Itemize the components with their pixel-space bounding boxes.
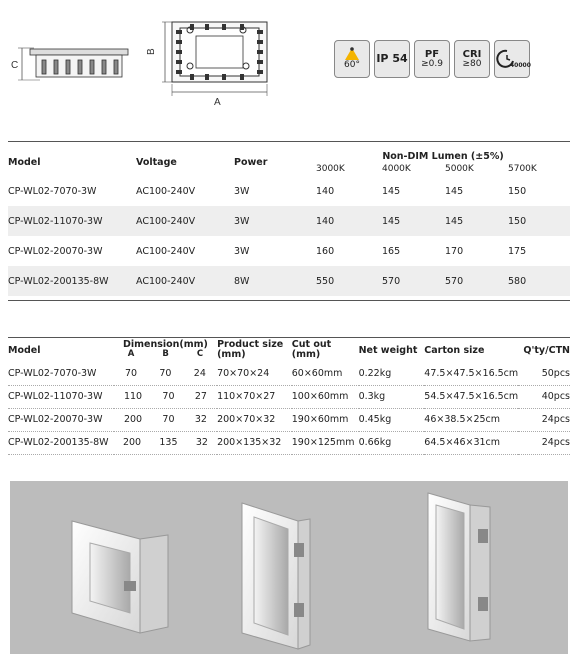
cri-value: ≥80 xyxy=(462,58,482,69)
dimension-table xyxy=(8,338,570,455)
cut-out-cell: 60×60mm xyxy=(292,362,359,385)
col-net-weight: Net weight xyxy=(358,345,418,357)
model-cell: CP-WL02-7070-3W xyxy=(8,185,97,197)
top-view xyxy=(162,22,267,96)
table-row xyxy=(8,385,570,408)
model-cell: CP-WL02-200135-8W xyxy=(8,266,136,296)
dim-b-cell: 135 xyxy=(159,437,178,448)
cri-label: CRI xyxy=(462,48,482,60)
dim-c-cell: 32 xyxy=(194,414,207,425)
feature-badges xyxy=(334,40,530,78)
model-cell: CP-WL02-200135-8W xyxy=(8,431,114,454)
col-voltage: Voltage xyxy=(136,156,177,168)
dimension-cell xyxy=(114,408,217,431)
product-size-label: Product size xyxy=(217,339,284,350)
lumen-cell: 175 xyxy=(508,245,527,257)
weight-cell: 0.45kg xyxy=(359,408,425,431)
lifetime-icon xyxy=(497,48,531,70)
lumen-cell: 140 xyxy=(316,206,382,236)
carton-cell: 47.5×47.5×16.5cm xyxy=(424,362,518,385)
beam-angle-icon xyxy=(343,47,361,61)
cut-out-cell: 190×125mm xyxy=(292,431,359,454)
col-lumen: Non-DIM Lumen (±5%) xyxy=(382,151,504,162)
carton-cell: 46×38.5×25cm xyxy=(424,408,518,431)
table-row xyxy=(8,206,570,236)
col-cut-out xyxy=(292,338,359,362)
voltage-cell: AC100-240V xyxy=(136,185,196,197)
product-photo-drawing xyxy=(10,481,568,654)
divider-top xyxy=(8,141,570,142)
divider-mid xyxy=(8,300,570,301)
dimension-sub-labels xyxy=(114,350,217,359)
label-b: B xyxy=(146,48,157,55)
dim-b-cell: 70 xyxy=(159,367,172,379)
cct-3000k: 3000K xyxy=(316,164,345,174)
model-cell: CP-WL02-20070-3W xyxy=(8,245,103,257)
product-size-cell: 200×135×32 xyxy=(217,431,292,454)
product-size-unit: (mm) xyxy=(217,348,246,360)
lumen-cell: 165 xyxy=(382,245,401,257)
cut-out-unit: (mm) xyxy=(291,348,321,360)
lumen-cell: 170 xyxy=(445,245,464,257)
table-row xyxy=(8,266,570,296)
cct-5000k: 5000K xyxy=(445,164,474,174)
qty-cell: 50pcs xyxy=(518,362,570,385)
product-size-cell: 110×70×27 xyxy=(217,385,292,408)
table-row xyxy=(8,236,570,266)
lumen-cell: 570 xyxy=(445,266,508,296)
product-photo xyxy=(10,481,568,654)
weight-cell: 0.22kg xyxy=(359,362,425,385)
ip-rating-badge xyxy=(374,40,410,78)
pf-label: PF xyxy=(424,48,440,60)
cut-out-label: Cut out xyxy=(291,339,332,350)
lumen-cell: 580 xyxy=(508,266,570,296)
dim-b-cell: 70 xyxy=(162,414,175,425)
side-view xyxy=(18,48,128,80)
col-carton-size: Carton size xyxy=(424,345,485,357)
power-cell: 3W xyxy=(234,206,316,236)
lifetime-value: 40000 xyxy=(510,62,531,69)
col-qty: Q'ty/CTN xyxy=(523,345,570,357)
col-product-size xyxy=(217,338,292,362)
lumen-cell: 550 xyxy=(316,266,382,296)
table-row xyxy=(8,362,570,385)
dim-a-cell: 200 xyxy=(123,414,143,425)
dim-c-cell: 27 xyxy=(194,391,207,402)
lumen-cell: 150 xyxy=(508,206,570,236)
lumen-cell: 145 xyxy=(382,206,445,236)
col-model: Model xyxy=(8,156,41,168)
beam-angle-badge xyxy=(334,40,370,78)
dimension-cell xyxy=(114,362,217,385)
dim-c-cell: 24 xyxy=(193,367,206,379)
table-row xyxy=(8,431,570,454)
power-cell: 8W xyxy=(234,266,316,296)
carton-cell: 54.5×47.5×16.5cm xyxy=(424,385,518,408)
dimension-cell xyxy=(114,385,217,408)
label-a: A xyxy=(214,97,221,108)
dim-b-cell: 70 xyxy=(162,391,175,402)
lumen-cell: 570 xyxy=(382,266,445,296)
model-cell: CP-WL02-7070-3W xyxy=(8,362,114,385)
lamp-medium xyxy=(242,503,310,649)
voltage-cell: AC100-240V xyxy=(136,266,234,296)
voltage-cell: AC100-240V xyxy=(136,245,196,257)
dim-a-cell: 110 xyxy=(123,391,143,402)
lamp-small xyxy=(72,521,168,633)
dim-c-label: C xyxy=(196,348,204,359)
cut-out-cell: 190×60mm xyxy=(292,408,359,431)
lumen-cell: 145 xyxy=(445,185,464,197)
product-size-cell: 200×70×32 xyxy=(217,408,292,431)
voltage-cell: AC100-240V xyxy=(136,206,234,236)
weight-cell: 0.3kg xyxy=(359,385,425,408)
lumen-cell: 150 xyxy=(508,185,527,197)
dim-a-label: A xyxy=(127,348,135,359)
lumen-cell: 145 xyxy=(382,185,401,197)
lifetime-badge xyxy=(494,40,530,78)
dimension-label: Dimension(mm) xyxy=(122,339,208,350)
table-row xyxy=(8,176,570,206)
cut-out-cell: 100×60mm xyxy=(292,385,359,408)
table-row xyxy=(8,408,570,431)
cct-5700k: 5700K xyxy=(508,164,537,174)
power-factor-badge xyxy=(414,40,450,78)
ip-rating-value: IP 54 xyxy=(376,51,408,65)
cct-4000k: 4000K xyxy=(382,164,411,174)
label-c: C xyxy=(11,60,19,71)
dim-b-label: B xyxy=(162,348,169,359)
beam-angle-value: 60° xyxy=(344,60,360,71)
cri-badge xyxy=(454,40,490,78)
lumen-cell: 145 xyxy=(445,206,508,236)
qty-cell: 24pcs xyxy=(518,431,570,454)
pf-value: ≥0.9 xyxy=(421,58,443,69)
dim-c-cell: 32 xyxy=(195,437,208,448)
model-cell: CP-WL02-20070-3W xyxy=(8,408,114,431)
lamp-large xyxy=(428,493,490,641)
power-cell: 3W xyxy=(234,185,250,197)
qty-cell: 24pcs xyxy=(518,408,570,431)
product-size-cell: 70×70×24 xyxy=(217,362,292,385)
dim-a-cell: 70 xyxy=(124,367,138,379)
dimension-cell xyxy=(114,431,217,454)
col-power: Power xyxy=(234,156,268,168)
carton-cell: 64.5×46×31cm xyxy=(424,431,518,454)
dim-a-cell: 200 xyxy=(122,437,142,448)
lumen-cell: 140 xyxy=(316,185,335,197)
lumen-table xyxy=(8,148,570,296)
qty-cell: 40pcs xyxy=(518,385,570,408)
lumen-cell: 160 xyxy=(316,245,335,257)
weight-cell: 0.66kg xyxy=(359,431,425,454)
power-cell: 3W xyxy=(234,245,250,257)
model-cell: CP-WL02-11070-3W xyxy=(8,206,136,236)
model-cell: CP-WL02-11070-3W xyxy=(8,385,114,408)
col-dimension xyxy=(114,338,217,362)
col-model: Model xyxy=(8,345,41,357)
